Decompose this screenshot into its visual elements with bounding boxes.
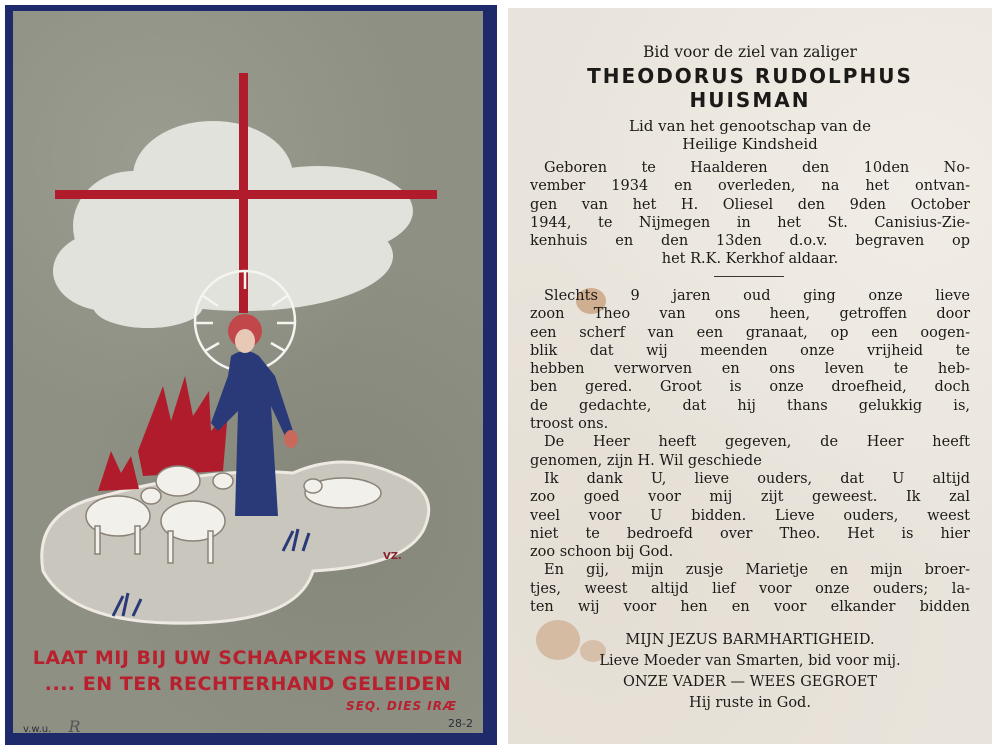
text-line: 1944, te Nijmegen in het St. Canisius-Zie- <box>530 214 970 231</box>
text-line: Ik dank U, lieve ouders, dat U altijd <box>544 470 970 487</box>
text-line: zoon Theo van ons heen, getroffen door <box>530 306 970 323</box>
text-line: hebben verworven en ons leven te heb- <box>530 361 970 378</box>
text-line: niet te bedroefd over Theo. Het is hier <box>530 525 970 542</box>
text-line: de gedachte, dat hij thans gelukkig is, <box>530 397 970 414</box>
text-line: ten wij voor hen en voor elkander bidden <box>530 599 970 616</box>
text-line: Slechts 9 jaren oud ging onze lieve <box>544 288 970 304</box>
text-line: veel voor U bidden. Lieve ouders, weest <box>530 507 970 524</box>
prayer-line: MIJN JEZUS BARMHARTIGHEID. <box>625 632 875 648</box>
membership-line-2: Heilige Kindsheid <box>682 135 818 153</box>
deceased-name-line-1: THEODORUS RUDOLPHUS <box>587 64 913 88</box>
verse-line-1: LAAT MIJ BIJ UW SCHAAPKENS WEIDEN <box>32 647 464 669</box>
deceased-name-line-2: HUISMAN <box>689 88 811 112</box>
divider <box>714 276 784 277</box>
closing-line: Hij ruste in God. <box>689 695 811 711</box>
membership-line-1: Lid van het genootschap van de <box>629 117 871 135</box>
text-line: De Heer heeft gegeven, de Heer heeft <box>544 434 970 451</box>
good-shepherd-illustration <box>13 11 483 641</box>
text-line: een scherf van een granaat, op een oogen- <box>530 324 970 341</box>
text-line: blik dat wij meenden onze vrijheid te <box>530 342 970 359</box>
text-line: vember 1934 en overleden, na het ontvan- <box>530 178 970 195</box>
handwritten-mark: R <box>68 717 81 736</box>
artist-signature: VZ. <box>383 551 402 562</box>
publisher-label: v.w.u. <box>23 724 52 735</box>
text-line: zoo schoon bij God. <box>530 544 674 561</box>
text-line: En gij, mijn zusje Marietje en mijn broer- <box>544 562 970 579</box>
text-line: gen van het H. Oliesel den 9den October <box>530 196 970 213</box>
text-line: ben gered. Groot is onze droefheid, doch <box>530 379 970 396</box>
memorial-paragraph <box>530 287 970 616</box>
text-line: kenhuis en den 13den d.o.v. begraven op <box>530 233 970 250</box>
text-line: troost ons. <box>530 416 609 433</box>
prayer-line: Lieve Moeder van Smarten, bid voor mij. <box>599 653 901 669</box>
birth-death-paragraph <box>530 159 970 269</box>
text-line: het R.K. Kerkhof aldaar. <box>661 251 839 268</box>
prayer-card-front <box>5 5 497 745</box>
illustration-panel <box>13 11 483 736</box>
prayer-card-back <box>508 8 992 744</box>
cloud-shape <box>53 121 413 328</box>
text-line: tjes, weest altijd lief voor onze ouders; la- <box>530 580 970 597</box>
text-line: genomen, zijn H. Wil geschiede <box>530 452 762 469</box>
publisher-mark <box>23 717 81 736</box>
text-line: Geboren te Haalderen den 10den No- <box>544 160 970 176</box>
verse-line-2: .... EN TER RECHTERHAND GELEIDEN <box>44 673 452 695</box>
intro-line: Bid voor de ziel van zaliger <box>643 43 857 61</box>
verse-source: SEQ. DIES IRÆ <box>346 699 457 713</box>
text-line: zoo goed voor mij zijt geweest. Ik zal <box>530 489 970 506</box>
prayer-line: ONZE VADER — WEES GEGROET <box>622 674 878 690</box>
card-number: 28-2 <box>448 717 473 730</box>
